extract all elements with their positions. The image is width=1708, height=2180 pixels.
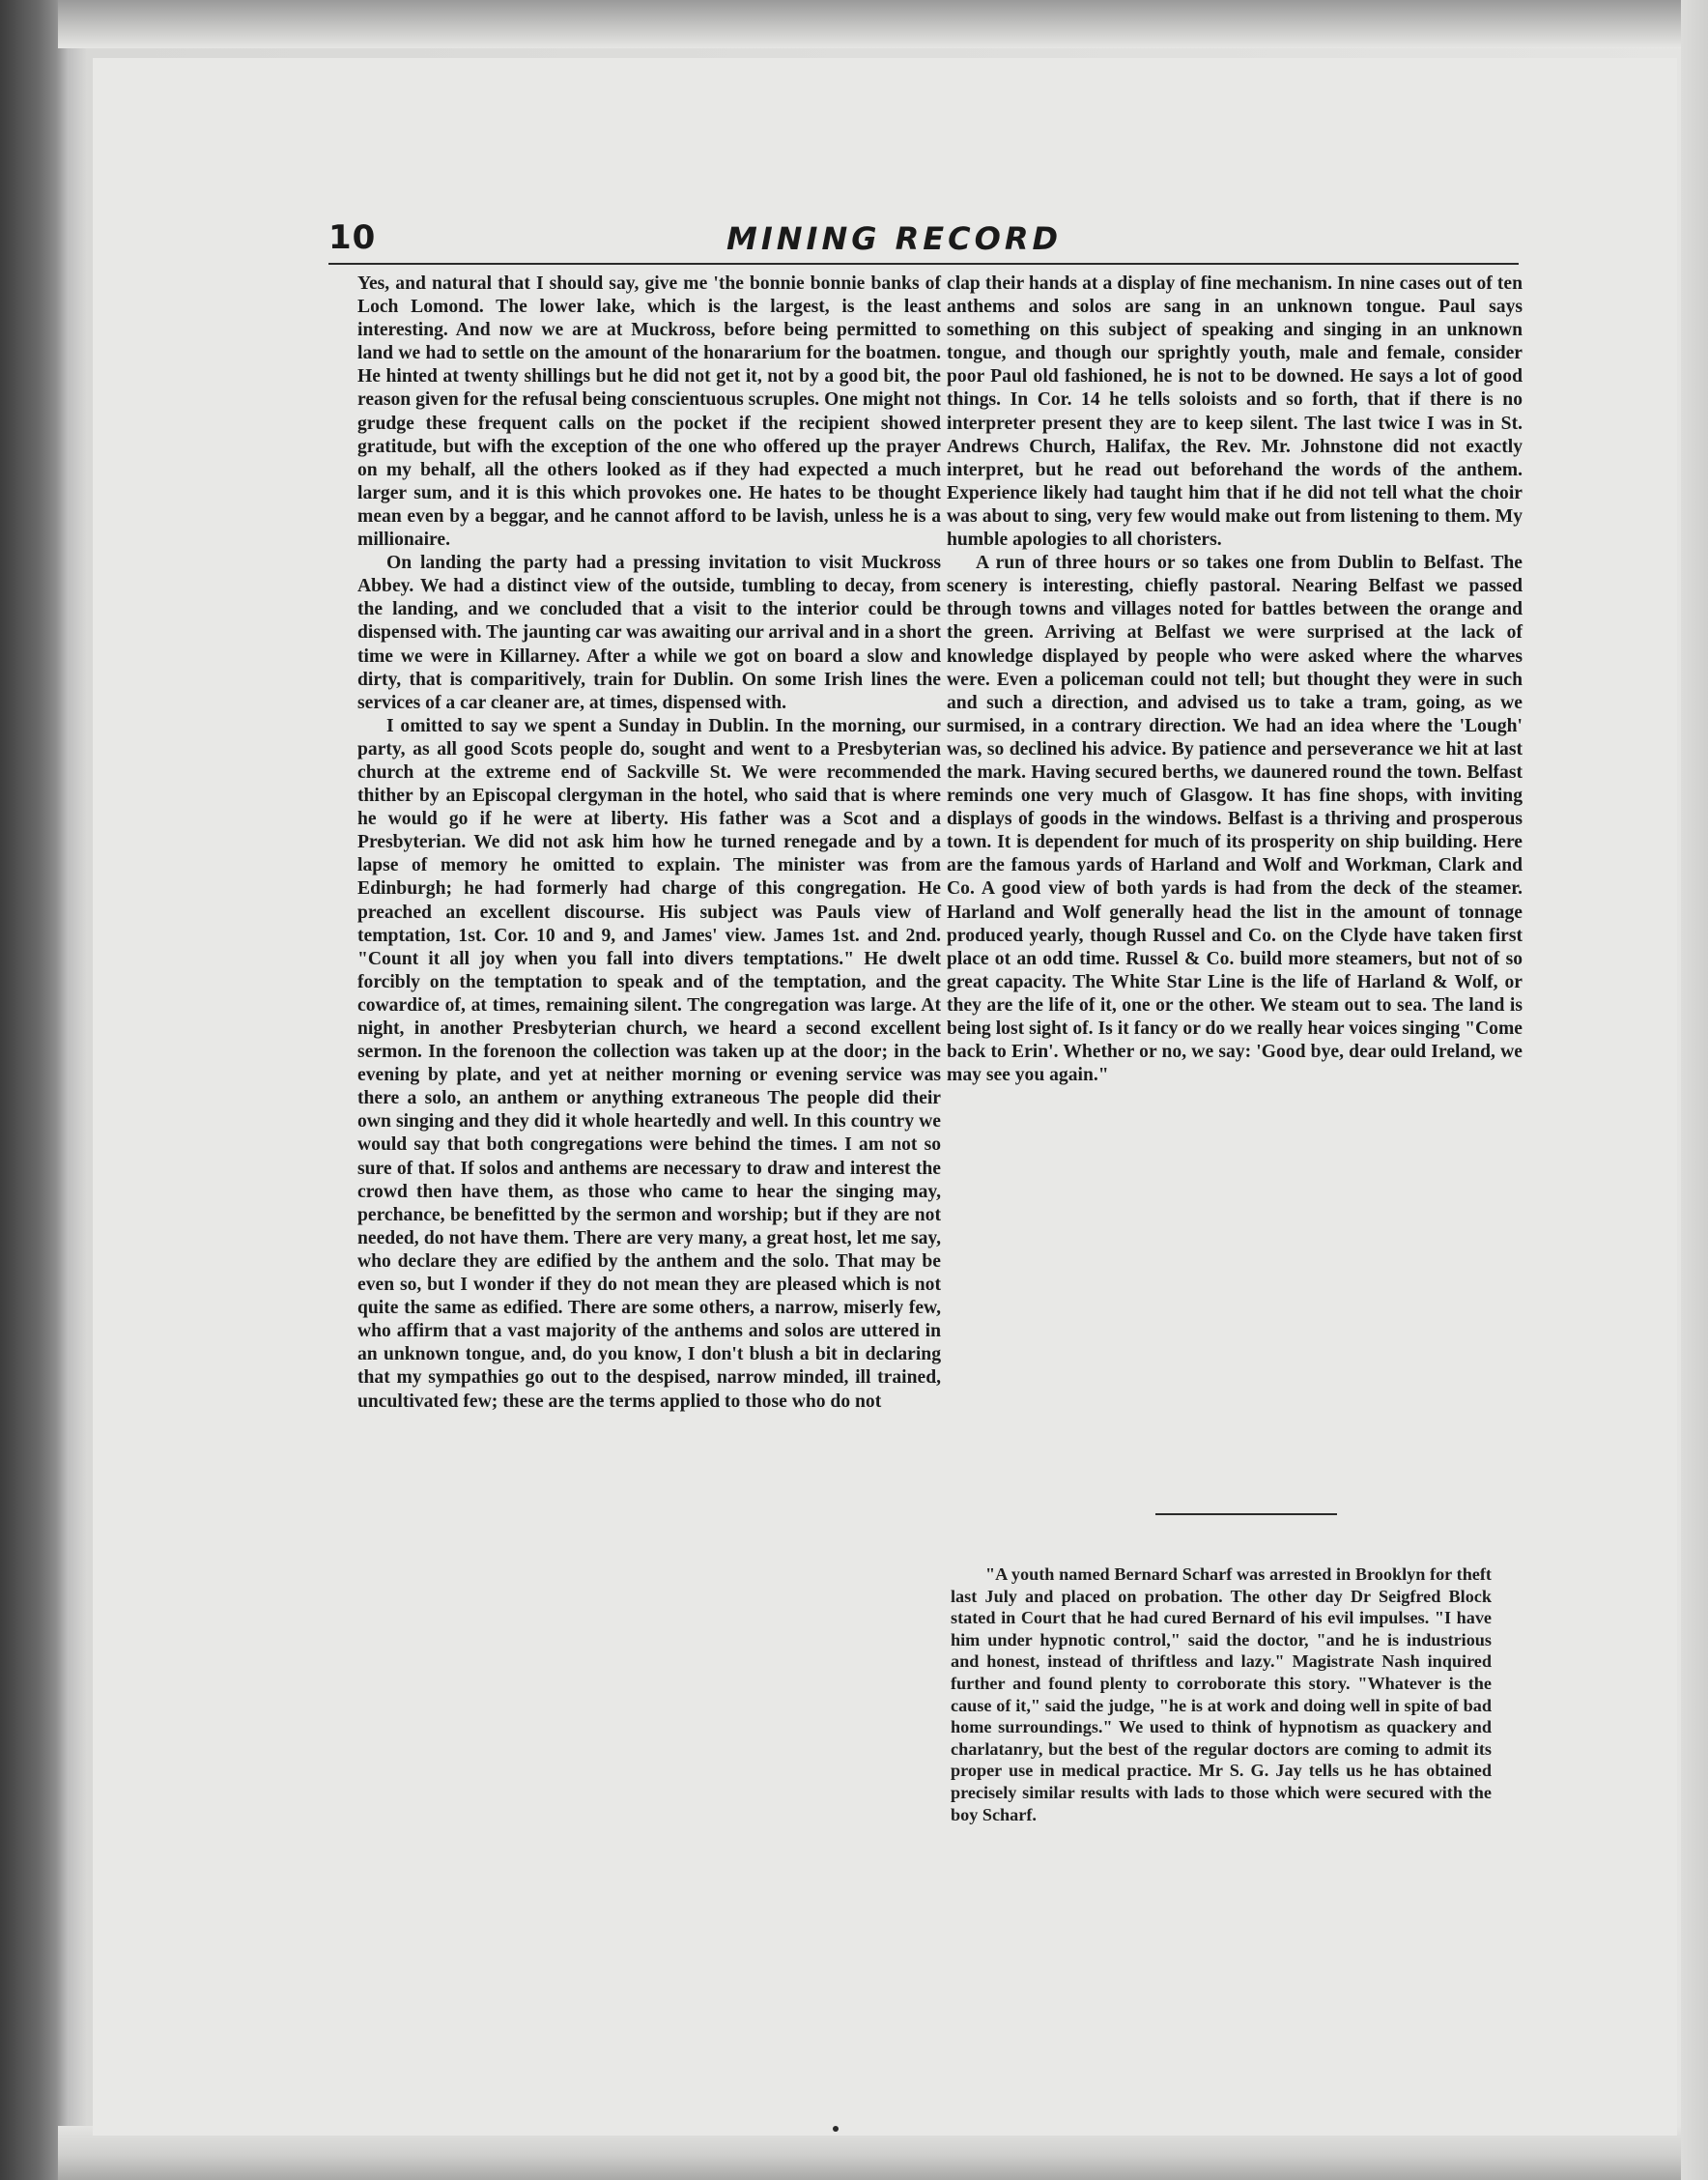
page-number: 10 (328, 218, 377, 257)
page-header (328, 218, 1519, 263)
paragraph: I omitted to say we spent a Sunday in Dublin. In the morning, our party, as all good Scots people do, sought and went to a Presbyterian church at the extreme end of Sackville St. We were recommended thither by an Episcopal clergyman in the hotel, who said that is where he would go if he were at liberty. His father was a Scot and a Presbyterian. We did not ask him how he turned renegade and by a lapse of memory he omitted to explain. The minister was from Edinburgh; he had formerly had charge of this congregation. He preached an excellent discourse. His subject was Pauls view of temptation, 1st. Cor. 10 and 9, and James' view. James 1st. and 2nd. "Count it all joy when you fall into divers temptations." He dwelt forcibly on the temptation to speak and of the temptation, and the cowardice of, at times, remaining silent. The congregation was large. At night, in another Presbyterian church, we heard a second excellent sermon. In the forenoon the collection was taken up at the door; in the evening by plate, and yet at neither morning or evening service was there a solo, an anthem or anything extraneous The people did their own singing and they did it whole heartedly and well. In this country we would say that both congregations were behind the times. I am not so sure of that. If solos and anthems are necessary to draw and interest the crowd then have them, as those who came to hear the singing may, perchance, be benefitted by the sermon and worship; but if they are not needed, do not have them. There are very many, a great host, let me say, who declare they are edified by the anthem and the solo. That may be even so, but I wonder if they do not mean they are pleased which is not quite the same as edified. There are some others, a narrow, miserly few, who affirm that a vast majority of the anthems and solos are uttered in an unknown tongue, and, do you know, I don't blush a bit in declaring that my sympathies go out to the despised, narrow minded, ill trained, uncultivated few; these are the terms applied to those who do not (357, 715, 941, 1412)
right-column (947, 272, 1523, 2108)
ink-dot (833, 2126, 839, 2132)
running-title: MINING RECORD (726, 220, 1063, 257)
header-rule (328, 263, 1519, 265)
news-item-text: "A youth named Bernard Scharf was arrested in Brooklyn for theft last July and placed on probation. The other day Dr Seigfred Block stated in Court that he had cured Bernard of his evil impulses. "I have him under hypnotic control," said the doctor, "and he is industrious and honest, instead of thriftless and lazy." Magistrate Nash inquired further and found plenty to corroborate this story. "Whatever is the cause of it," said the judge, "he is at work and doing well in spite of bad home surroundings." We used to think of hypnotism as quackery and charlatanry, but the best of the regular doctors are coming to admit its proper use in medical practice. Mr S. G. Jay tells us he has obtained precisely similar results with lads to those which were secured with the boy Scharf. (951, 1564, 1492, 1824)
news-item (951, 1563, 1492, 1825)
page-edge-top (58, 0, 1708, 48)
page-edge-right (1681, 0, 1708, 2180)
section-divider (1155, 1513, 1337, 1515)
left-column (357, 272, 941, 1989)
paragraph: A run of three hours or so takes one from Dublin to Belfast. The scenery is interesting, chiefly pastoral. Nearing Belfast we passed through towns and villages noted for battles between the orange and the green. Arriving at Belfast we were surprised at the lack of knowledge displayed by people who were asked where the wharves were. Even a policeman could not tell; but thought they were in such and such a direction, and advised us to take a tram, going, as we surmised, in a contrary direction. We had an idea where the 'Lough' was, so declined his advice. By patience and perseverance we hit at last the mark. Having secured berths, we daunered round the town. Belfast reminds one very much of Glasgow. It has fine shops, with inviting displays of goods in the windows. Belfast is a thriving and prosperous town. It is dependent for much of its prosperity on ship building. Here are the famous yards of Harland and Wolf and Workman, Clark and Co. A good view of both yards is had from the deck of the steamer. Harland and Wolf generally head the list in the amount of tonnage produced yearly, though Russel and Co. on the Clyde have taken first place ot an odd time. Russel & Co. build more steamers, but not of so great capacity. The White Star Line is the life of Harland & Wolf, or they are the life of it, one or the other. We steam out to sea. The land is being lost sight of. Is it fancy or do we really hear voices singing "Come back to Erin'. Whether or no, we say: 'Good bye, dear ould Ireland, we may see you again." (947, 553, 1523, 1086)
paragraph: clap their hands at a display of fine mechanism. In nine cases out of ten anthems and solos are sang in an unknown tongue. Paul says something on this subject of speaking and singing in an unknown tongue, and though our sprightly youth, male and female, consider poor Paul old fashioned, he is not to be downed. He says a lot of good things. In Cor. 14 he tells soloists and so forth, that if there is no interpreter present they are to keep silent. The last twice I was in St. Andrews Church, Halifax, the Rev. Mr. Johnstone did not exactly interpret, but he read out beforehand the words of the anthem. Experience likely had taught him that if he did not tell what the choir was about to sing, very few would make out from listening to them. My humble apologies to all choristers. (947, 273, 1523, 551)
paragraph: On landing the party had a pressing invitation to visit Muckross Abbey. We had a distinct view of the outside, tumbling to decay, from the landing, and we concluded that a visit to the interior could be dispensed with. The jaunting car was awaiting our arrival and in a short time we were in Killarney. After a while we got on board a slow and dirty, that is comparitively, train for Dublin. On some Irish lines the services of a car cleaner are, at times, dispensed with. (357, 553, 941, 713)
paragraph: Yes, and natural that I should say, give me 'the bonnie bonnie banks of Loch Lomond. The lower lake, which is the largest, is the least interesting. And now we are at Muckross, before being permitted to land we had to settle on the amount of the honararium for the boatmen. He hinted at twenty shillings but he did not get it, not by a good bit, the reason given for the refusal being conscientuous scruples. One might not grudge these frequent calls on the pocket if the recipient showed gratitude, but wifh the exception of the one who offered up the prayer on my behalf, all the others looked as if they had expected a much larger sum, and it is this which provokes one. He hates to be thought mean even by a beggar, and he cannot afford to be lavish, unless he is a millionaire. (357, 273, 941, 551)
